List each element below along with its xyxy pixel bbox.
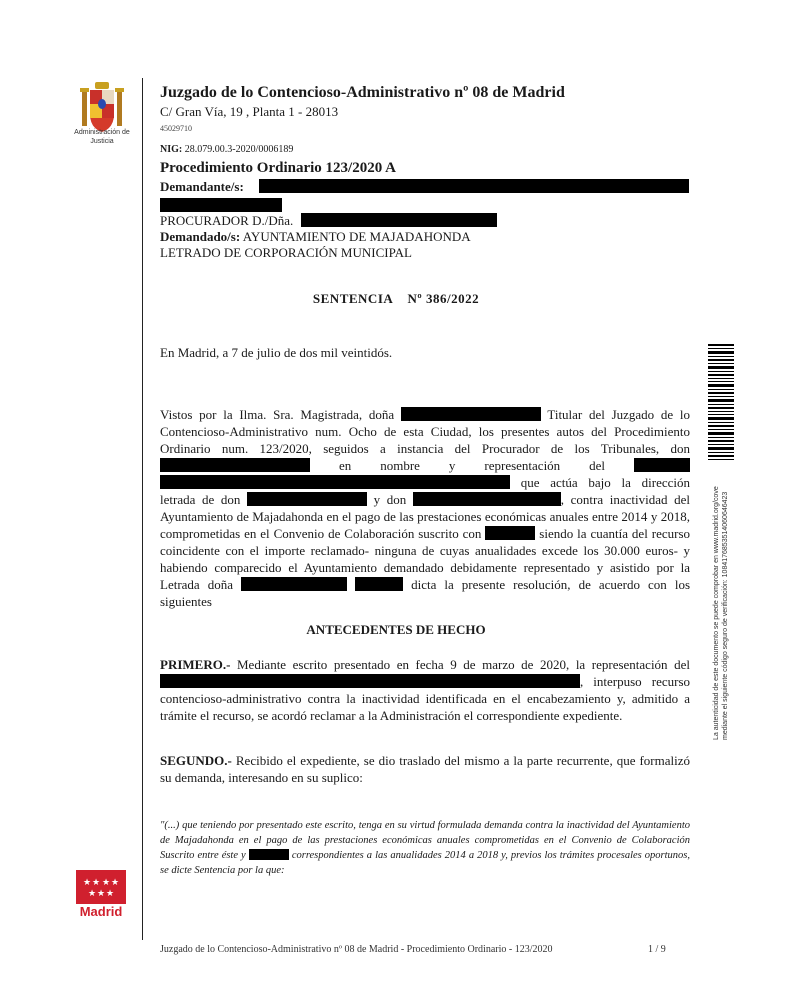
- procedure-title: Procedimiento Ordinario 123/2020 A: [160, 160, 396, 176]
- court-address: C/ Gran Vía, 19 , Planta 1 - 28013: [160, 104, 339, 119]
- quote-text: correspondientes a las anualidades 2014 a 2018 y, previos los trámites procesales oportunos, se dicte Sentencia por la que:: [160, 850, 691, 876]
- plaintiff-label: Demandante/s:: [160, 179, 244, 194]
- primero-label: PRIMERO.-: [160, 657, 231, 672]
- segundo-paragraph: [160, 752, 690, 786]
- paragraph-text: siendo la cuantía del recurso coincidente con el importe reclamado- ninguna de cuyas anualidades excede los 30.000 euros- y habiendo comparecido el Ayuntamiento demandado debidamente representado y asistido por la Letrada doña: [160, 526, 691, 592]
- opening-paragraph: [160, 406, 690, 610]
- redaction-block: [160, 674, 580, 688]
- quoted-suplico: [160, 818, 690, 878]
- court-title: Juzgado de lo Contencioso-Administrativo nº 08 de Madrid: [160, 84, 565, 101]
- page-number: 1 / 9: [648, 944, 666, 955]
- paragraph-text: que actúa bajo la dirección letrada de don: [160, 475, 690, 507]
- paragraph-text: Titular del Juzgado de lo Contencioso-Administrativo num. Ocho de esta Ciudad, los presentes autos del Procedimiento Ordinario num. 123/2020, seguidos a instancia del Procurador de los Tribunales, don: [160, 407, 690, 456]
- paragraph-text: y don: [373, 492, 407, 507]
- redaction-block: [259, 179, 689, 193]
- paragraph-text: , interpuso recurso contencioso-administrativo contra la inactividad identificada en el encabezamiento y, admitido a trámite el recurso, se acordó reclamar a la Administración el correspondiente expediente.: [160, 674, 690, 723]
- plaintiff-line: [160, 179, 689, 195]
- nig-line: [160, 144, 293, 155]
- date-line: En Madrid, a 7 de julio de dos mil veintidós.: [160, 345, 393, 360]
- svg-text:★: ★: [82, 878, 92, 888]
- quote-text: "(...) que teniendo por presentado este escrito, tenga en su virtud formulada demanda contra la inactividad del Ayuntamiento de Majadahonda en el pago de las prestaciones económicas anuales comprometidas en el Convenio de Colaboración Suscrito entre éste y: [160, 820, 690, 861]
- procurador-line: [160, 213, 497, 229]
- page-footer: Juzgado de lo Contencioso-Administrativo nº 08 de Madrid - Procedimiento Ordinario - 123/2020: [160, 944, 553, 955]
- nig-label: NIG:: [160, 144, 183, 155]
- redaction-block: [247, 492, 367, 506]
- redaction-block: [160, 198, 282, 212]
- court-code: 45029710: [160, 124, 192, 133]
- paragraph-text: , contra inactividad del Ayuntamiento de Majadahonda en el pago de las prestaciones económicas anuales entre 2014 y 2018, comprometidas en el Convenio de Colaboración suscrito con: [160, 492, 690, 541]
- defendant-line: [160, 229, 471, 245]
- nig-value: 28.079.00.3-2020/0006189: [184, 144, 294, 155]
- svg-text:★: ★: [105, 889, 115, 899]
- verification-side-text: [712, 450, 730, 740]
- redaction-block: [160, 475, 510, 489]
- barcode-icon: [708, 344, 734, 460]
- svg-text:★: ★: [101, 878, 111, 888]
- side-text-line: La autenticidad de este documento se puede comprobar en www.madrid.org/cove: [713, 486, 720, 740]
- defendant-label: Demandado/s:: [160, 229, 241, 244]
- section-heading: ANTECEDENTES DE HECHO: [306, 622, 486, 637]
- side-text-line: mediante el siguiente código seguro de verificación: 1084176853514060646423: [722, 491, 729, 740]
- redaction-block: [401, 407, 541, 421]
- redaction-block: [241, 577, 347, 591]
- madrid-flag-icon: [76, 870, 126, 904]
- redaction-block: [249, 849, 289, 860]
- margin-rule: [142, 78, 143, 940]
- paragraph-text: Mediante escrito presentado en fecha 9 de marzo de 2020, la representación del: [236, 657, 690, 672]
- svg-text:★: ★: [91, 878, 101, 888]
- svg-text:★: ★: [96, 889, 106, 899]
- paragraph-text: Recibido el expediente, se dio traslado del mismo a la parte recurrente, que formalizó su demanda, interesando en su suplico:: [160, 753, 691, 785]
- redaction-block: [634, 458, 690, 472]
- redaction-block: [301, 213, 497, 227]
- segundo-label: SEGUNDO.-: [160, 753, 232, 768]
- redaction-block: [413, 492, 561, 506]
- paragraph-text: dicta la presente resolución, de acuerdo con los siguientes: [160, 577, 691, 609]
- redaction-block: [160, 458, 310, 472]
- paragraph-text: Vistos por la Ilma. Sra. Magistrada, doña: [160, 407, 395, 422]
- paragraph-text: en nombre y representación del: [338, 458, 606, 473]
- svg-text:★: ★: [110, 878, 120, 888]
- sentencia-title: SENTENCIA Nº 386/2022: [312, 291, 480, 306]
- lawyer-line: LETRADO DE CORPORACIÓN MUNICIPAL: [160, 245, 412, 260]
- primero-paragraph: [160, 656, 690, 724]
- redaction-block: [355, 577, 403, 591]
- madrid-logo-text: Madrid: [79, 904, 123, 919]
- redaction-block: [485, 526, 535, 540]
- svg-text:★: ★: [87, 889, 97, 899]
- procurador-label: PROCURADOR D./Dña.: [160, 213, 294, 228]
- defendant-value: AYUNTAMIENTO DE MAJADAHONDA: [242, 229, 471, 244]
- crest-caption: Administración de Justicia: [74, 129, 130, 145]
